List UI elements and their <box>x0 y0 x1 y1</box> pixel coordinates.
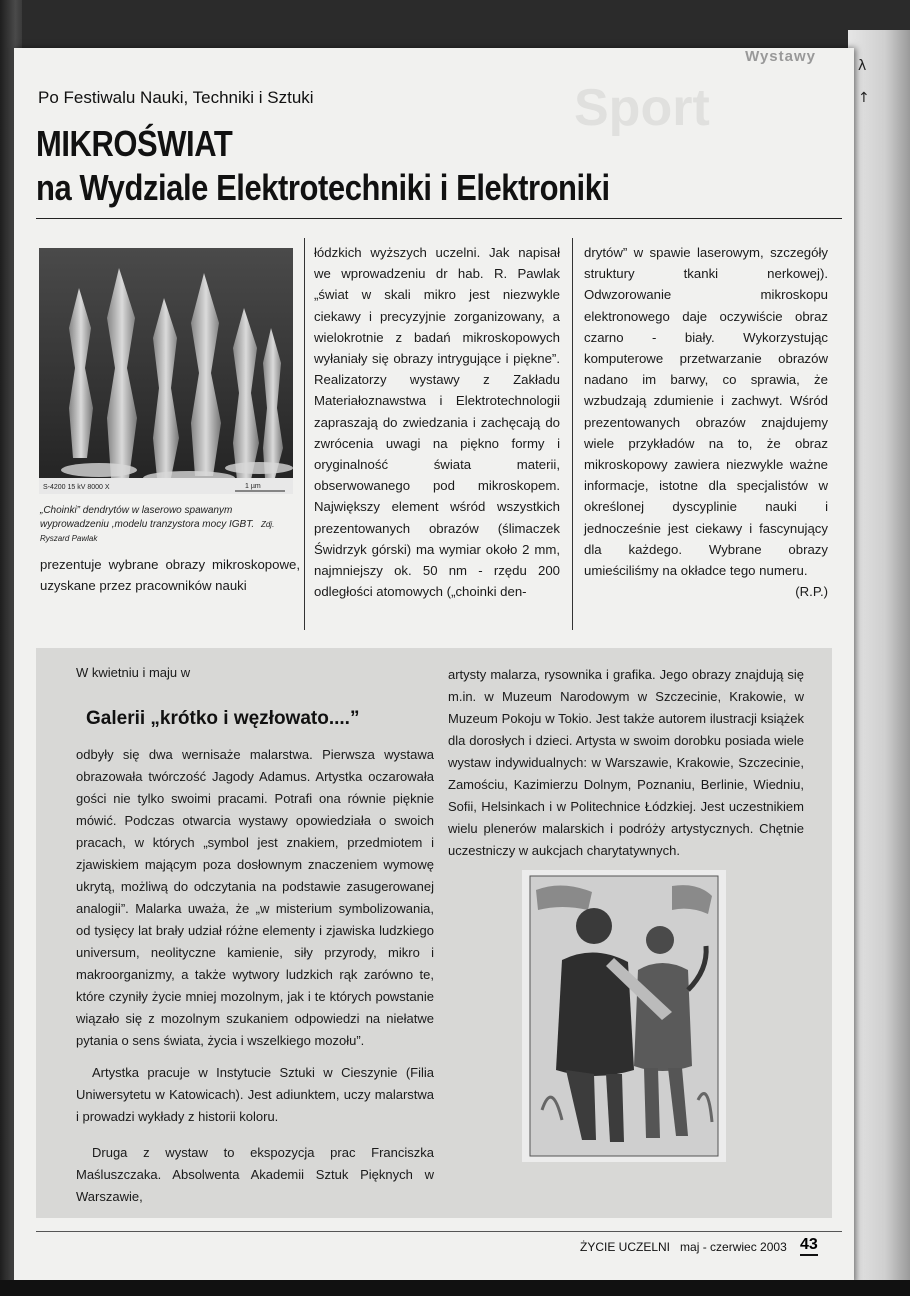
microscope-photo <box>39 248 293 494</box>
photo-credit: Zdj. Ryszard Pawlak <box>40 520 275 543</box>
article-column-3-text: drytów” w spawie laserowym, szczegóły struktury tkanki nerkowej). Odwzorowanie mikroskopu elektronowego daje oczywiście obraz czarno - biały. Wykorzystując komputerowe przetwarzanie obrazów nadano im barwy, co sprawia, że wzbudzają zdumienie i zachwyt. Wśród prezentowanych obrazów znajdujemy wiele przykładów na to, że obraz mikroskopowy zawiera niezwykle ważne informacje, istotne dla specjalistów w określonej dyscyplinie nauki i jednocześnie jest ciekawy i fascynujący dla każdego. Wybrane obrazy umieściliśmy na okładce tego numeru. <box>584 245 828 579</box>
dendrite-image <box>39 248 293 494</box>
musicians-painting <box>522 870 726 1162</box>
gallery-box <box>36 648 832 1218</box>
article-title-line1: MIKROŚWIAT <box>36 123 233 164</box>
scan-bottom-edge <box>0 1280 910 1296</box>
photo-scale-unit: 1 µm <box>245 483 261 490</box>
gallery-left-column <box>76 744 434 1218</box>
title-rule <box>36 218 842 219</box>
publication-name: ŻYCIE UCZELNI <box>580 1240 671 1254</box>
gallery-title: Galerii „krótko i węzłowato....” <box>86 708 360 729</box>
article-kicker: Po Festiwalu Nauki, Techniki i Sztuki <box>38 88 314 107</box>
section-header: Wystawy <box>745 48 816 65</box>
article-title-line2: na Wydziale Elektrotechniki i Elektroniki <box>36 167 610 208</box>
edge-mark: ↑ <box>858 90 870 106</box>
photo-scale-text: S-4200 15 kV 8000 X <box>43 484 110 491</box>
article-column-2: łódzkich wyższych uczelni. Jak napisał we wprowadzeniu dr hab. R. Pawlak „świat w skali mikro jest niezwykle ciekawy i precyzyjnie zorganizowany, a wielokrotnie z badań mikroskopowych wyłaniały się obrazy intrygujące i piękne”. Realizatorzy wystawy z Zakładu Materiałoznawstwa i Elektrotechnologii zapraszają do zwiedzania i zachęcają do zwrócenia uwagi na piękno formy i oryginalność świata materii, obserwowanego pod mikroskopem. Największy element wśród wszystkich prezentowanych obrazów (ślimaczek Świdrzyk górski) ma wymiar około 2 mm, najmniejszy ok. 50 nm - rzędu 200 odległości atomowych („choinki den- <box>314 245 560 600</box>
column-divider <box>304 238 305 630</box>
gallery-paragraph: Druga z wystaw to ekspozycja prac Franciszka Maśluszczaka. Absolwenta Akademii Sztuk Pięknych w Warszawie, <box>76 1145 434 1204</box>
column-divider <box>572 238 573 630</box>
show-through-text: Sport <box>574 79 710 137</box>
issue-date: maj - czerwiec 2003 <box>680 1240 787 1254</box>
footer-rule <box>36 1231 842 1232</box>
gallery-lead: W kwietniu i maju w <box>76 665 191 680</box>
edge-mark: λ <box>858 58 867 74</box>
gallery-paragraph: odbyły się dwa wernisaże malarstwa. Pierwsza wystawa obrazowała twórczość Jagody Adamus. Artystka oczarowała gości nie tylko swoimi pracami. Potrafi ona równie pięknie mówić. Podczas otwarcia wystawy opowiedziała o swoich pracach, w których „symbol jest znakiem, przedmiotem i zjawiskiem mającym poza dosłownym znaczeniem wymowę ukrytą, możliwą do odczytania na podstawie zasugerowanej analogii”. Malarka uważa, że „w misterium symbolizowania, od tysięcy lat brały udział różne elementy i zjawiska ludzkiego universum, neolityczne kamienie, siły przyrody, mikro i makroorganizmy, a także wytwory ludzkich rąk zarówno te, które czyniły życie mniej mozolnym, jak i te których powstanie wiązało się z mozolnym szukaniem odpowiedzi na niełatwe pytania o sens świata, życia i wszelkiego mozołu”. <box>76 747 434 1048</box>
painting-image <box>522 870 726 1162</box>
page-number: 43 <box>800 1236 818 1256</box>
magazine-page <box>14 48 854 1284</box>
gallery-right-column: artysty malarza, rysownika i grafika. Jego obrazy znajdują się m.in. w Muzeum Narodowym w Szczecinie, Krakowie, w Muzeum Pokoju w Tokio. Jest także autorem ilustracji książek dla dorosłych i dzieci. Artysta w swoim dorobku posiada wiele wystaw indywidualnych: w Warszawie, Krakowie, Szczecinie, Zamościu, Kazimierzu Dolnym, Poznaniu, Berlinie, Wiedniu, Sofii, Helsinkach i w Politechnice Łódzkiej. Jest uczestnikiem wielu plenerów malarskich i podróży artystycznych. Chętnie uczestniczy w aukcjach charytatywnych. <box>448 667 804 858</box>
article-column-3 <box>584 242 828 602</box>
photo-caption <box>40 504 302 546</box>
article-signature: (R.P.) <box>795 584 828 600</box>
article-title <box>36 122 610 210</box>
page-footer <box>580 1240 787 1254</box>
caption-text: „Choinki” dendrytów w laserowo spawanym wyprowadzeniu ,modelu tranzystora mocy IGBT. <box>40 505 255 530</box>
next-page-edge <box>848 30 910 1296</box>
article-column-1: prezentuje wybrane obrazy mikroskopowe, uzyskane przez pracowników nauki <box>40 557 300 594</box>
gallery-paragraph: Artystka pracuje w Instytucie Sztuki w Cieszynie (Filia Uniwersytetu w Katowicach). Jest adiunktem, uczy malarstwa i prowadzi wykłady z historii koloru. <box>76 1065 434 1124</box>
